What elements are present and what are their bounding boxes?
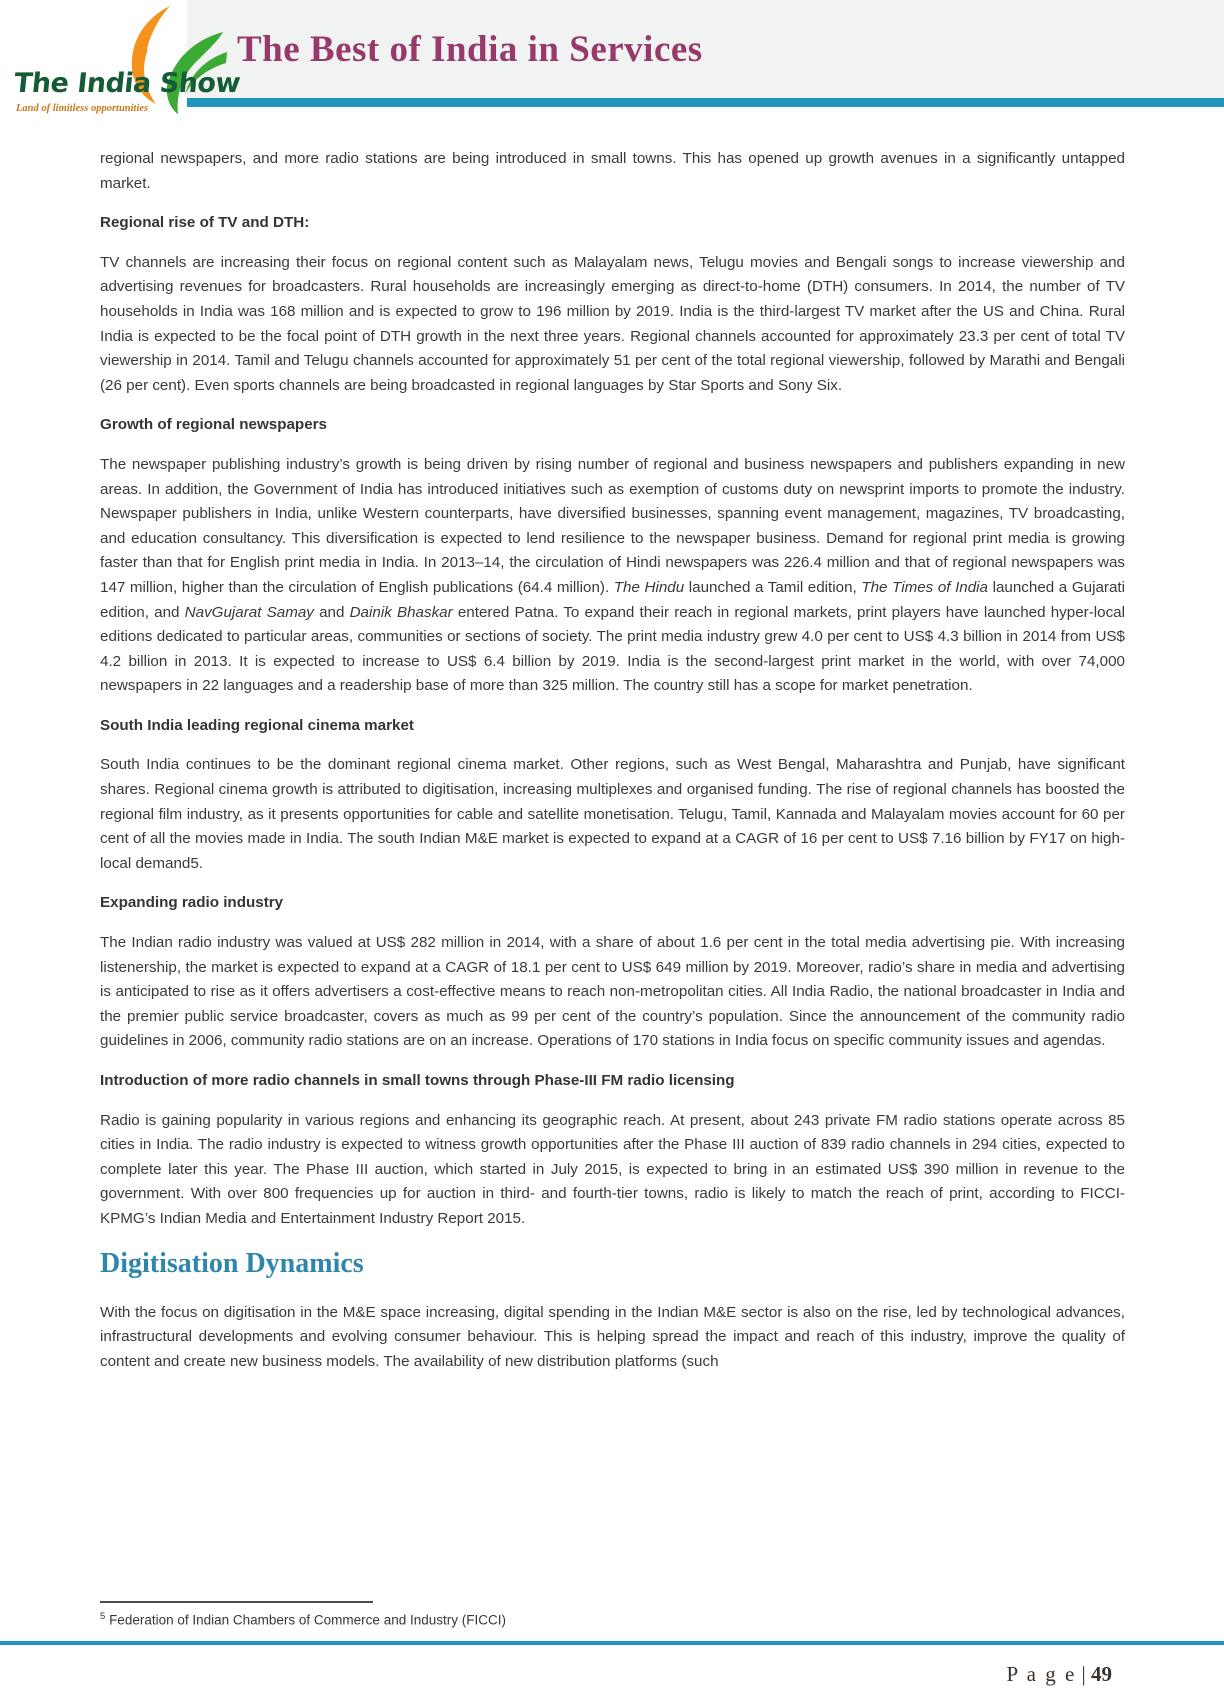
page-number-label: P a g e: [1006, 1662, 1077, 1686]
paragraph: With the focus on digitisation in the M&E space increasing, digital spending in the Indian M&E sector is also on the rise, led by technological advances, infrastructural developments and evolving consumer behaviour. This is helping spread the impact and reach of this industry, improve the quality of content and create new business models. The availability of new distribution platforms (such: [100, 1303, 1125, 1370]
document-body: [100, 147, 1125, 1587]
footnote-divider: [100, 1601, 373, 1603]
logo-tagline-text: Land of limitless opportunities: [16, 103, 149, 114]
header-bar: [187, 0, 1224, 107]
paragraph: TV channels are increasing their focus on regional content such as Malayalam news, Telugu movies and Bengali songs to increase viewership and advertising revenues for broadcasters. Rural households are increasingly emerging as direct-to-home (DTH) consumers. In 2014, the number of TV households in India was 168 million and is expected to grow to 196 million by 2019. India is the third-largest TV market after the US and China. Rural India is expected to be the focal point of DTH growth in the next three years. Regional channels accounted for approximately 23.3 per cent of total TV viewership in 2014. Tamil and Telugu channels accounted for approximately 51 per cent of the total regional viewership, followed by Marathi and Bengali (26 per cent). Even sports channels are being broadcasted in regional languages by Star Sports and Sony Six.: [100, 253, 1125, 394]
footnote-text: Federation of Indian Chambers of Commerce and Industry (FICCI): [109, 1612, 506, 1628]
paragraph: South India continues to be the dominant regional cinema market. Other regions, such as West Bengal, Maharashtra and Punjab, have significant shares. Regional cinema growth is attributed to digitisation, increasing multiplexes and organised funding. The rise of regional channels has boosted the regional film industry, as it presents opportunities for cable and satellite monetisation. Telugu, Tamil, Kannada and Malayalam movies account for 60 per cent of all the movies made in India. The south Indian M&E market is expected to expand at a CAGR of 16 per cent to US$ 7.16 billion by FY17 on high-local demand5.: [100, 756, 1125, 872]
paragraph: The newspaper publishing industry’s growth is being driven by rising number of regional and business newspapers and publishers expanding in new areas. In addition, the Government of India has introduced initiatives such as exemption of customs duty on newsprint imports to promote the industry. Newspaper publishers in India, unlike Western counterparts, have diversified businesses, spanning event management, magazines, TV broadcasting, and education consultancy. This diversification is expected to lend resilience to the newspaper business. Demand for regional print media is growing faster than that for English print media in India. In 2013–14, the circulation of Hindi newspapers was 226.4 million and that of regional newspapers was 147 million, higher than the circulation of English publications (64.4 million). The Hindu launched a Tamil edition, The Times of India launched a Gujarati edition, and NavGujarat Samay and Dainik Bhaskar entered Patna. To expand their reach in regional markets, print players have launched hyper-local editions dedicated to particular areas, communities or sections of society. The print media industry grew 4.0 per cent to US$ 4.3 billion in 2014 from US$ 4.2 billion in 2013. It is expected to increase to US$ 6.4 billion by 2019. India is the second-largest print market in the world, with over 74,000 newspapers in 22 languages and a readership base of more than 325 million. The country still has a scope for market penetration.: [100, 455, 1125, 695]
subheading-phase-iii-fm-licensing: Introduction of more radio channels in small towns through Phase-III FM radio licensing: [100, 1072, 735, 1089]
india-show-logo: [12, 4, 242, 126]
page-title: The Best of India in Services: [237, 28, 703, 70]
section-heading-digitisation-dynamics: Digitisation Dynamics: [100, 1247, 364, 1279]
paragraph: regional newspapers, and more radio stations are being introduced in small towns. This has opened up growth avenues in a significantly untapped market.: [100, 150, 1125, 192]
subheading-south-india-cinema: South India leading regional cinema market: [100, 716, 414, 734]
page-number-separator: |: [1081, 1662, 1086, 1686]
footnote-marker: 5: [100, 1611, 106, 1622]
paragraph: Radio is gaining popularity in various regions and enhancing its geographic reach. At present, about 243 private FM radio stations operate across 85 cities in India. The radio industry is expected to witness growth opportunities after the Phase III auction of 839 radio channels in 294 cities, expected to complete later this year. The Phase III auction, which started in July 2015, is expected to bring in an estimated US$ 390 million in revenue to the government. With over 800 frequencies up for auction in third- and fourth-tier towns, radio is likely to match the reach of print, according to FICCI-KPMG’s Indian Media and Entertainment Industry Report 2015.: [100, 1111, 1125, 1227]
logo-brand-text: The India Show: [12, 68, 242, 99]
subheading-regional-rise-tv-dth: Regional rise of TV and DTH:: [100, 214, 310, 232]
page-number-value: 49: [1091, 1662, 1112, 1686]
footer-divider: [0, 1641, 1224, 1645]
subheading-growth-regional-newspapers: Growth of regional newspapers: [100, 416, 328, 434]
paragraph: The Indian radio industry was valued at US$ 282 million in 2014, with a share of about 1.6 per cent in the total media advertising pie. With increasing listenership, the market is expected to expand at a CAGR of 18.1 per cent to US$ 649 million by 2019. Moreover, radio’s share in media and advertising is anticipated to rise as it offers advertisers a cost-effective means to reach non-metropolitan cities. All India Radio, the national broadcaster in India and the premier public service broadcaster, covers as much as 99 per cent of the country’s population. Since the announcement of the community radio guidelines in 2006, community radio stations are on an increase. Operations of 170 stations in India focus on specific community issues and agendas.: [100, 934, 1125, 1050]
footnote: [100, 1611, 506, 1628]
subheading-expanding-radio: Expanding radio industry: [100, 894, 284, 912]
page-number: [1006, 1662, 1112, 1687]
